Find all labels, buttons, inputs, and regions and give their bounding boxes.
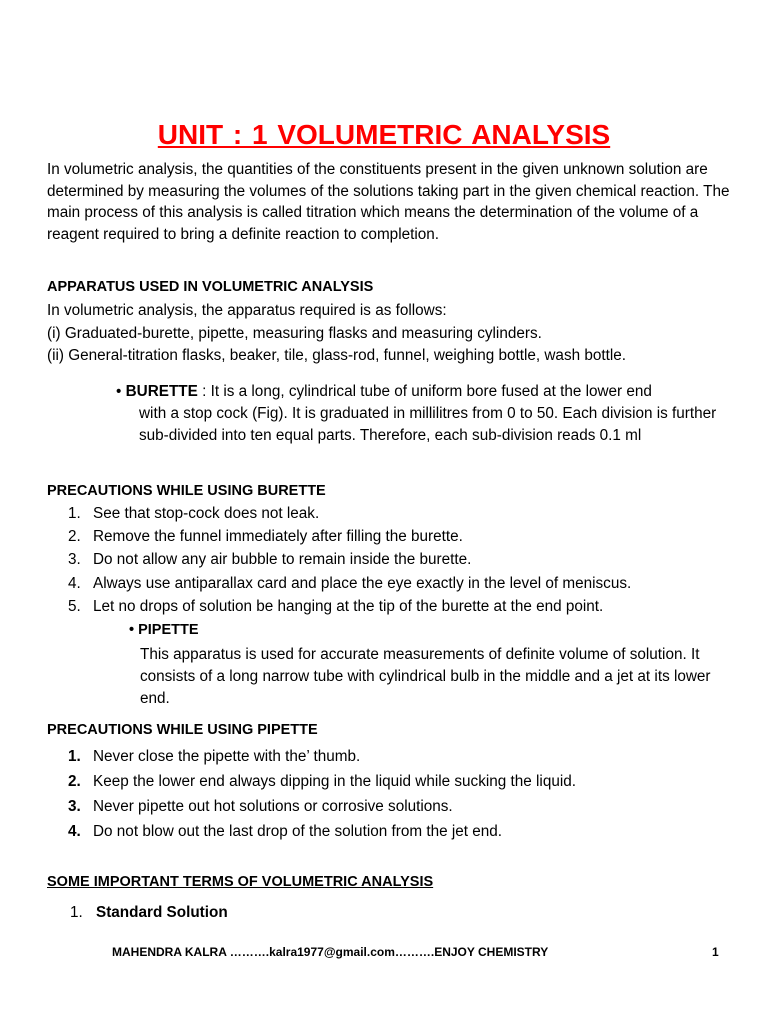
apparatus-line: (ii) General-titration flasks, beaker, tile, glass-rod, funnel, weighing bottle, wash bottle. bbox=[47, 347, 627, 364]
intro-paragraph: In volumetric analysis, the quantities of the constituents present in the given unknown solution are determined by measuring the volumes of the solutions taking part in the given chemical reaction. The main process of this analysis is called titration which means the determination of the volume of a reagent required to bring a definite reaction to completion. bbox=[47, 161, 730, 243]
term-number: 1. bbox=[70, 904, 83, 921]
burette-precautions-heading: PRECAUTIONS WHILE USING BURETTE bbox=[47, 483, 326, 499]
burette-first-line: : It is a long, cylindrical tube of uniform bore fused at the lower end bbox=[197, 383, 652, 400]
list-item: 2. Keep the lower end always dipping in the liquid while sucking the liquid. bbox=[68, 773, 577, 790]
list-item: 5. Let no drops of solution be hanging at the tip of the burette at the end point. bbox=[68, 597, 604, 615]
burette-term: BURETTE bbox=[125, 383, 198, 400]
pipette-precautions-heading: PRECAUTIONS WHILE USING PIPETTE bbox=[47, 722, 318, 738]
burette-precautions-list bbox=[68, 502, 738, 618]
apparatus-line: (i) Graduated-burette, pipette, measuring flasks and measuring cylinders. bbox=[47, 324, 542, 342]
list-item: 2. Remove the funnel immediately after filling the burette. bbox=[68, 528, 463, 546]
list-item: 4. Always use antiparallax card and place the eye exactly in the level of meniscus. bbox=[68, 574, 632, 592]
page-title: UNIT : 1 VOLUMETRIC ANALYSIS bbox=[157, 119, 611, 150]
list-item: 1. Never close the pipette with the’ thumb. bbox=[68, 748, 361, 765]
bullet-icon: • bbox=[116, 383, 122, 400]
bullet-icon: • bbox=[129, 622, 135, 638]
term-item bbox=[70, 904, 228, 922]
pipette-bullet-item bbox=[129, 622, 199, 638]
list-item: 1. See that stop-cock does not leak. bbox=[68, 505, 320, 522]
apparatus-list bbox=[47, 300, 737, 368]
page-footer: MAHENDRA KALRA ……….kalra1977@gmail.com……….ENJOY CHEMISTRY bbox=[112, 945, 549, 959]
page-number: 1 bbox=[712, 945, 719, 959]
term-label: Standard Solution bbox=[96, 904, 228, 921]
burette-description: with a stop cock (Fig). It is graduated in millilitres from 0 to 50. Each division is further sub-divided into ten equal parts. Therefore, each sub-division reads 0.1 ml bbox=[139, 405, 717, 444]
apparatus-heading: APPARATUS USED IN VOLUMETRIC ANALYSIS bbox=[47, 279, 374, 295]
terms-heading: SOME IMPORTANT TERMS OF VOLUMETRIC ANALYSIS bbox=[47, 874, 434, 890]
burette-bullet-item bbox=[116, 381, 726, 447]
list-item: 3. Do not allow any air bubble to remain inside the burette. bbox=[68, 551, 472, 569]
pipette-description: This apparatus is used for accurate measurements of definite volume of solution. It consists of a long narrow tube with cylindrical bulb in the middle and a jet at its lower end. bbox=[140, 646, 711, 707]
list-item: 4. Do not blow out the last drop of the solution from the jet end. bbox=[68, 823, 503, 840]
pipette-precautions-list bbox=[68, 744, 738, 844]
list-item: 3. Never pipette out hot solutions or corrosive solutions. bbox=[68, 798, 453, 815]
apparatus-line: In volumetric analysis, the apparatus required is as follows: bbox=[47, 302, 447, 319]
pipette-term: PIPETTE bbox=[138, 622, 199, 638]
